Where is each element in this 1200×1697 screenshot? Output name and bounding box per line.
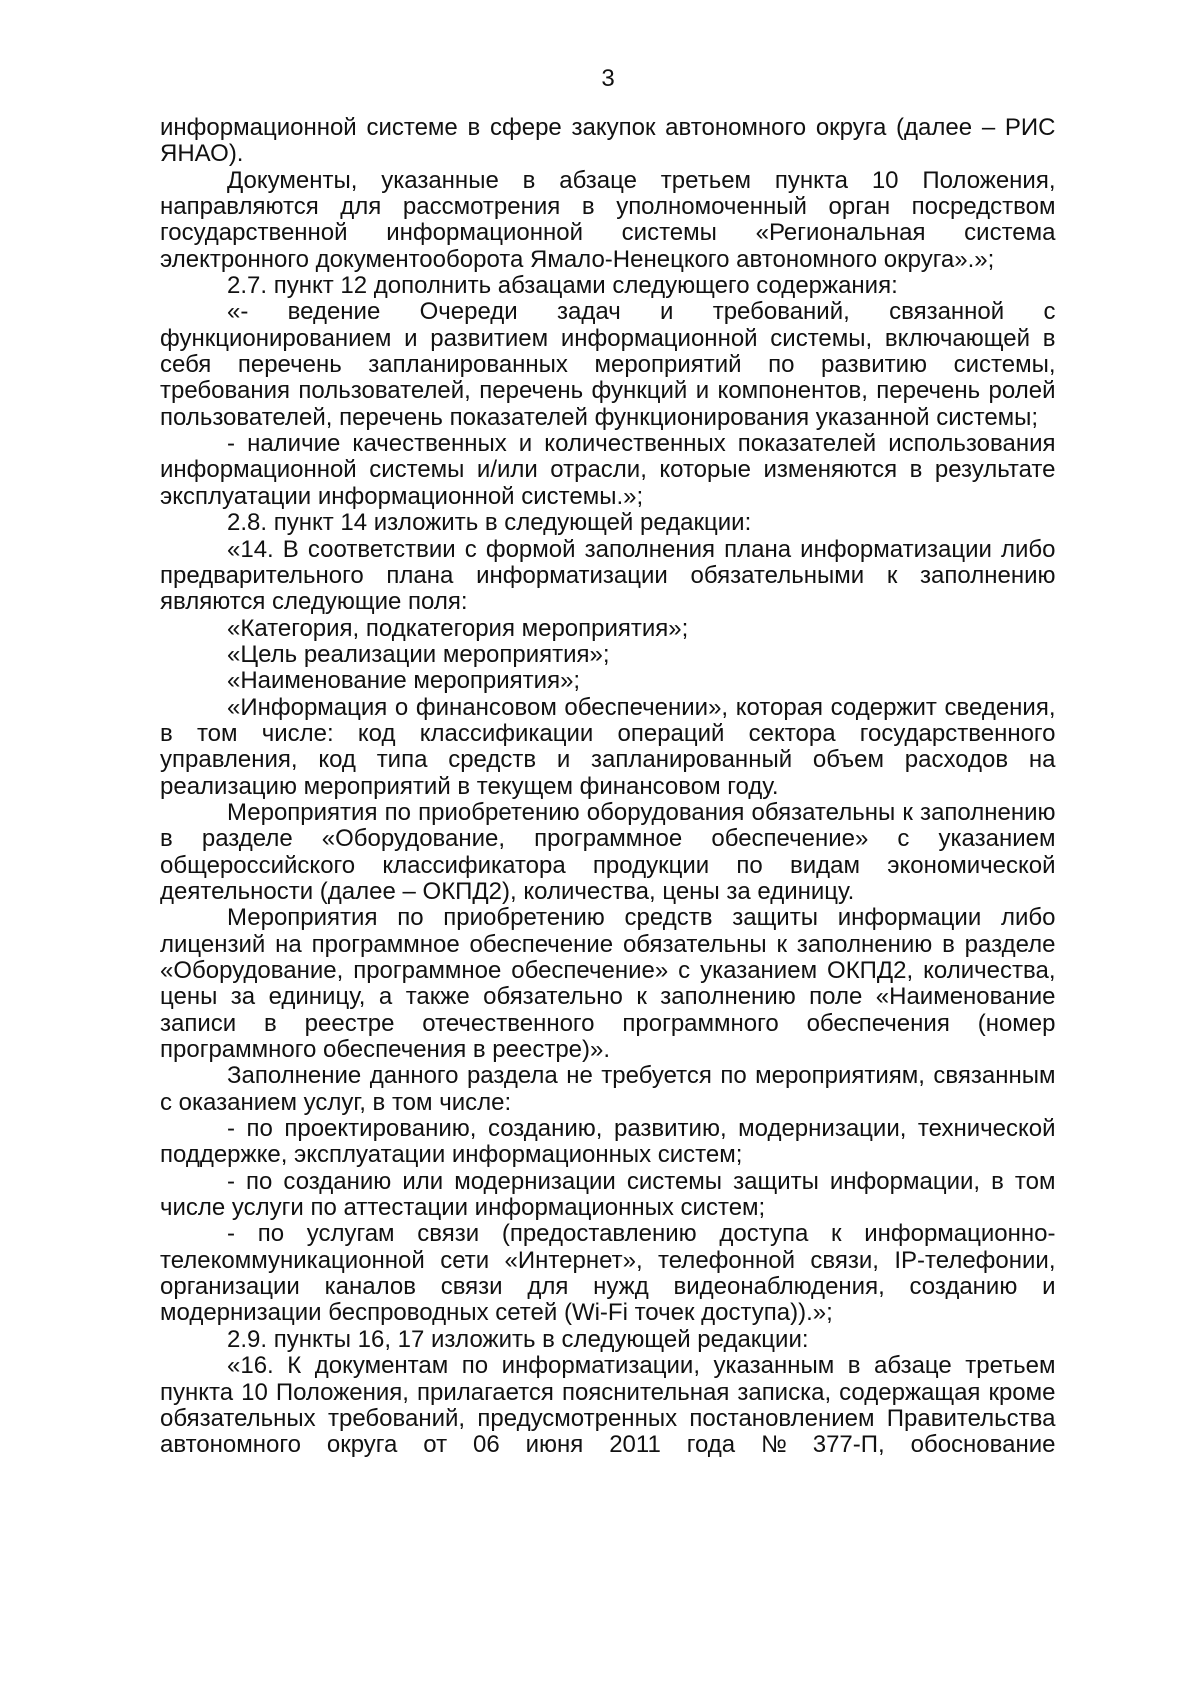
paragraph <box>160 510 1056 536</box>
paragraph <box>160 642 1056 668</box>
paragraph <box>160 616 1056 642</box>
text-line: в том числе: код классификации операций сектора государственного <box>160 719 1056 747</box>
paragraph <box>160 115 1056 168</box>
text-line: общероссийского классификатора продукции по видам экономической <box>160 851 1056 879</box>
text-line: «- ведение Очереди задач и требований, связанной с <box>227 298 1056 326</box>
text-line: программного обеспечения в реестре)». <box>160 1036 611 1064</box>
paragraph <box>160 273 1056 299</box>
text-line: «Цель реализации мероприятия»; <box>227 640 610 668</box>
text-line: пункта 10 Положения, прилагается пояснительная записка, содержащая кроме <box>160 1378 1056 1406</box>
text-line: «Оборудование, программное обеспечение» с указанием ОКПД2, количества, <box>160 957 1056 984</box>
text-line: Документы, указанные в абзаце третьем пункта 10 Положения, <box>227 166 1056 194</box>
paragraph <box>160 1116 1056 1169</box>
text-line: 2.7. пункт 12 дополнить абзацами следующего содержания: <box>227 272 898 300</box>
text-line: поддержке, эксплуатации информационных систем; <box>160 1141 743 1169</box>
text-line: Заполнение данного раздела не требуется по мероприятиям, связанным <box>227 1062 1056 1090</box>
paragraph <box>160 431 1056 510</box>
text-line: требования пользователей, перечень функций и компонентов, перечень ролей <box>160 377 1056 405</box>
paragraph <box>160 168 1056 273</box>
text-line: - по созданию или модернизации системы защиты информации, в том <box>227 1167 1056 1195</box>
text-line: обязательных требований, предусмотренных постановлением Правительства <box>160 1404 1056 1432</box>
text-line: с оказанием услуг, в том числе: <box>160 1088 512 1116</box>
paragraph <box>160 537 1056 616</box>
paragraph <box>160 800 1056 905</box>
paragraph <box>160 1327 1056 1353</box>
paragraph <box>160 668 1056 694</box>
text-line: 2.9. пункты 16, 17 изложить в следующей редакции: <box>227 1325 809 1353</box>
text-line: направляются для рассмотрения в уполномоченный орган посредством <box>160 193 1056 221</box>
paragraph <box>160 1353 1056 1458</box>
text-line: - наличие качественных и количественных показателей использования <box>227 430 1056 458</box>
text-line: «Наименование мероприятия»; <box>227 667 581 695</box>
text-line: телекоммуникационной сети «Интернет», телефонной связи, IP-телефонии, <box>160 1246 1056 1274</box>
text-line: лицензий на программное обеспечение обязательны к заполнению в разделе <box>160 930 1056 958</box>
text-line: «16. К документам по информатизации, указанным в абзаце третьем <box>227 1352 1056 1380</box>
text-line: информационной системе в сфере закупок автономного округа (далее – РИС <box>160 114 1056 141</box>
text-line: числе услуги по аттестации информационных систем; <box>160 1194 766 1222</box>
paragraph <box>160 299 1056 431</box>
paragraph <box>160 905 1056 1063</box>
paragraph <box>160 1169 1056 1222</box>
text-line: цены за единицу, а также обязательно к заполнению поле «Наименование <box>160 983 1056 1011</box>
text-line: являются следующие поля: <box>160 588 468 616</box>
text-line: эксплуатации информационной системы.»; <box>160 482 644 510</box>
paragraph <box>160 1063 1056 1116</box>
paragraph <box>160 1221 1056 1326</box>
text-line: 2.8. пункт 14 изложить в следующей редакции: <box>227 509 752 537</box>
text-line: «Информация о финансовом обеспечении», которая содержит сведения, <box>227 693 1056 721</box>
text-line: записи в реестре отечественного программного обеспечения (номер <box>160 1009 1056 1037</box>
text-line: автономного округа от 06 июня 2011 года № 377-П, обоснование <box>160 1431 1056 1459</box>
text-line: «14. В соответствии с формой заполнения плана информатизации либо <box>227 535 1056 563</box>
text-line: Мероприятия по приобретению средств защиты информации либо <box>227 904 1056 932</box>
paragraph <box>160 695 1056 800</box>
text-line: - по проектированию, созданию, развитию, модернизации, технической <box>227 1115 1056 1143</box>
text-line: деятельности (далее – ОКПД2), количества, цены за единицу. <box>160 877 855 905</box>
text-line: государственной информационной системы «Региональная система <box>160 219 1056 247</box>
text-line: - по услугам связи (предоставлению доступа к информационно- <box>227 1220 1056 1248</box>
text-line: функционированием и развитием информационной системы, включающей в <box>160 324 1056 352</box>
text-line: пользователей, перечень показателей функционирования указанной системы; <box>160 403 1039 431</box>
text-line: ЯНАО). <box>160 140 244 168</box>
text-line: организации каналов связи для нужд видеонаблюдения, созданию и <box>160 1273 1056 1301</box>
text-line: информационной системы и/или отрасли, которые изменяются в результате <box>160 456 1056 484</box>
text-line: электронного документооборота Ямало-Ненецкого автономного округа».»; <box>160 245 995 273</box>
text-line: себя перечень запланированных мероприятий по развитию системы, <box>160 351 1056 379</box>
document-body <box>160 115 1056 1459</box>
text-line: управления, код типа средств и запланированный объем расходов на <box>160 746 1056 774</box>
text-line: «Категория, подкатегория мероприятия»; <box>227 614 689 642</box>
text-line: Мероприятия по приобретению оборудования обязательны к заполнению <box>227 798 1056 826</box>
page-number: 3 <box>601 65 615 92</box>
text-line: в разделе «Оборудование, программное обеспечение» с указанием <box>160 825 1056 853</box>
text-line: модернизации беспроводных сетей (Wi-Fi точек доступа)).»; <box>160 1299 833 1327</box>
text-line: реализацию мероприятий в текущем финансовом году. <box>160 772 779 800</box>
text-line: предварительного плана информатизации обязательными к заполнению <box>160 561 1056 589</box>
